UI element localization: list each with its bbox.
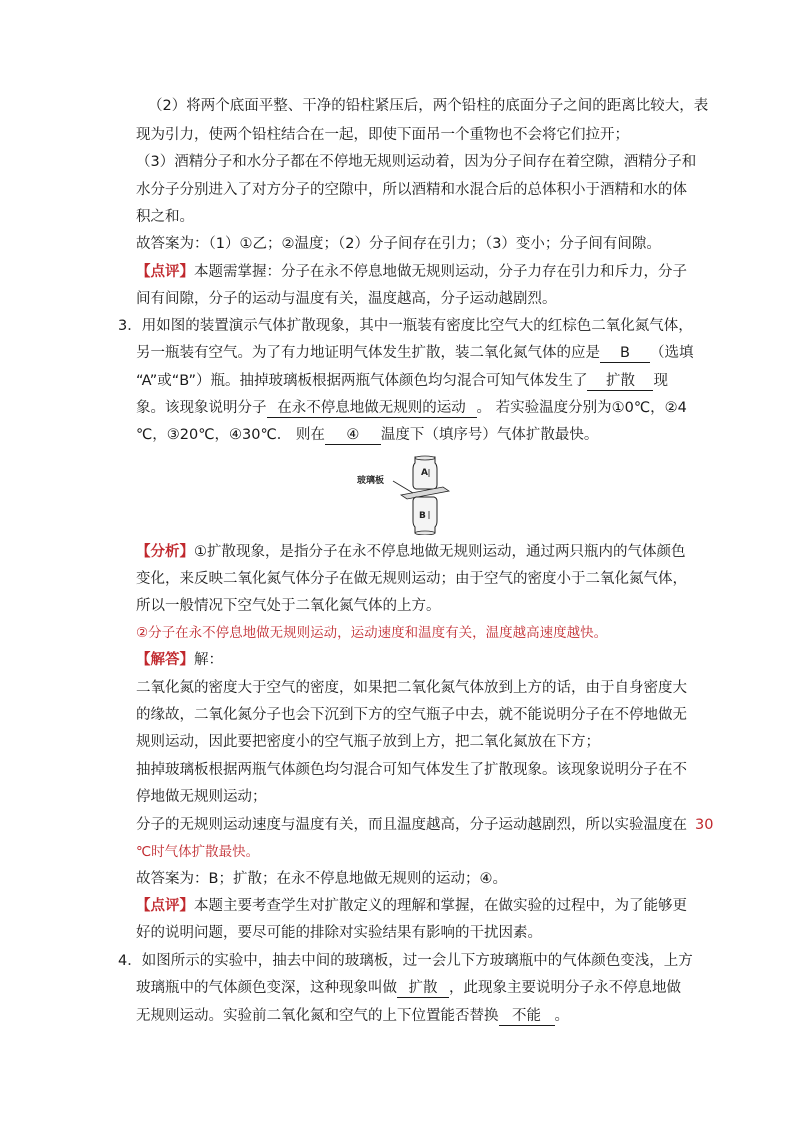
answer-blank: B bbox=[600, 344, 650, 363]
question-4-line: 4．如图所示的实验中，抽去中间的玻璃板，过一会儿下方玻璃瓶中的气体颜色变浅，上方 bbox=[118, 953, 693, 969]
text-line: 规则运动，因此要把密度小的空气瓶子放到上方，把二氧化氮放在下方； bbox=[136, 734, 600, 750]
solution-tag: 【解答】 bbox=[136, 652, 194, 668]
bottle-b-base bbox=[415, 531, 435, 535]
text-line: ℃时气体扩散最快。 bbox=[136, 844, 260, 860]
text-line: （3）酒精分子和水分子都在不停地无规则运动着，因为分子间存在着空隙，酒精分子和 bbox=[136, 154, 697, 170]
question-number: 3． bbox=[118, 318, 142, 334]
answer-blank: 不能 bbox=[499, 1007, 555, 1026]
question-3-line: “A”或“B”）瓶。抽掉玻璃板根据两瓶气体颜色均匀混合可知气体发生了 扩散 现 bbox=[136, 373, 668, 389]
review-line: 【点评】本题需掌握：分子在永不停息地做无规则运动，分子力存在引力和斥力，分子 bbox=[136, 264, 687, 280]
analysis-point-2: ②分子在永不停息地做无规则运动，运动速度和温度有关，温度越高速度越快。 bbox=[136, 625, 608, 641]
bottle-a-base bbox=[415, 456, 435, 460]
text-line: 变化，来反映二氧化氮气体分子在做无规则运动；由于空气的密度小于二氧化氮气体， bbox=[136, 571, 687, 587]
review-tag: 【点评】 bbox=[136, 264, 194, 280]
text-line: （2）将两个底面平整、干净的铅柱紧压后，两个铅柱的底面分子之间的距离比较大，表 bbox=[148, 98, 709, 114]
text-line: 现为引力，使两个铅柱结合在一起，即使下面吊一个重物也不会将它们拉开； bbox=[136, 127, 629, 143]
review-tag: 【点评】 bbox=[136, 898, 194, 914]
answer-blank: ④ bbox=[325, 426, 381, 445]
text-line: 的缘故，二氧化氮分子也会下沉到下方的空气瓶子中去，就不能说明分子在不停地做无 bbox=[136, 707, 687, 723]
question-3-line: 3．用如图的装置演示气体扩散现象，其中一瓶装有密度比空气大的红棕色二氧化氮气体， bbox=[118, 318, 693, 334]
glass-plate-label: 玻璃板 bbox=[357, 476, 385, 486]
analysis-tag: 【分析】 bbox=[136, 544, 194, 560]
analysis-line: 【分析】①扩散现象，是指分子在永不停息地做无规则运动，通过两只瓶内的气体颜色 bbox=[136, 544, 686, 560]
answer-blank: 扩散 bbox=[587, 372, 653, 391]
bottle-b-label: B bbox=[419, 511, 426, 521]
bottle-a-label: A bbox=[421, 468, 428, 478]
text-line: 停地做无规则运动； bbox=[136, 789, 267, 805]
question-number: 4． bbox=[118, 953, 142, 969]
question-3-line: 另一瓶装有空气。为了有力地证明气体发生扩散，装二氧化氮气体的应是 B （选填 bbox=[136, 345, 694, 361]
text-line: 积之和。 bbox=[136, 209, 194, 225]
question-3-line: 象。该现象说明分子 在永不停息地做无规则的运动 。 若实验温度分别为①0℃，②4 bbox=[136, 400, 687, 416]
question-4-line: 玻璃瓶中的气体颜色变深，这种现象叫做 扩散 ，此现象主要说明分子永不停息地做 bbox=[136, 980, 681, 996]
diffusion-apparatus-figure bbox=[355, 455, 455, 535]
text-line: 分子的无规则运动速度与温度有关，而且温度越高，分子运动越剧烈，所以实验温度在 30 bbox=[136, 817, 714, 833]
answer-blank: 在永不停息地做无规则的运动 bbox=[267, 399, 477, 418]
answer-blank: 扩散 bbox=[397, 979, 449, 998]
answer-summary: 故答案为：（1）①乙；②温度；（2）分子间存在引力；（3）变小；分子间有间隙。 bbox=[136, 236, 661, 252]
question-3-line: ℃，③20℃，④30℃． 则在 ④ 温度下（填序号）气体扩散最快。 bbox=[136, 427, 599, 443]
text-line: 水分子分别进入了对方分子的空隙中，所以酒精和水混合后的总体积小于酒精和水的体 bbox=[136, 182, 687, 198]
text-line: 抽掉玻璃板根据两瓶气体颜色均匀混合可知气体发生了扩散现象。该现象说明分子在不 bbox=[136, 762, 687, 778]
text-line: 好的说明问题，要尽可能的排除对实验结果有影响的干扰因素。 bbox=[136, 925, 542, 941]
text-line: 二氧化氮的密度大于空气的密度，如果把二氧化氮气体放到上方的话，由于自身密度大 bbox=[136, 680, 687, 696]
review-line: 【点评】本题主要考查学生对扩散定义的理解和掌握，在做实验的过程中，为了能够更 bbox=[136, 898, 687, 914]
solution-heading: 【解答】解： bbox=[136, 652, 223, 668]
answer-summary: 故答案为：B；扩散；在永不停息地做无规则的运动；④。 bbox=[136, 871, 507, 887]
text-line: 所以一般情况下空气处于二氧化氮气体的上方。 bbox=[136, 598, 441, 614]
bottles-diagram bbox=[355, 455, 455, 535]
question-4-line: 无规则运动。实验前二氧化氮和空气的上下位置能否替换 不能 。 bbox=[136, 1008, 569, 1024]
label-leader-line bbox=[393, 481, 413, 493]
text-line: 间有间隙，分子的运动与温度有关，温度越高，分子运动越剧烈。 bbox=[136, 291, 557, 307]
